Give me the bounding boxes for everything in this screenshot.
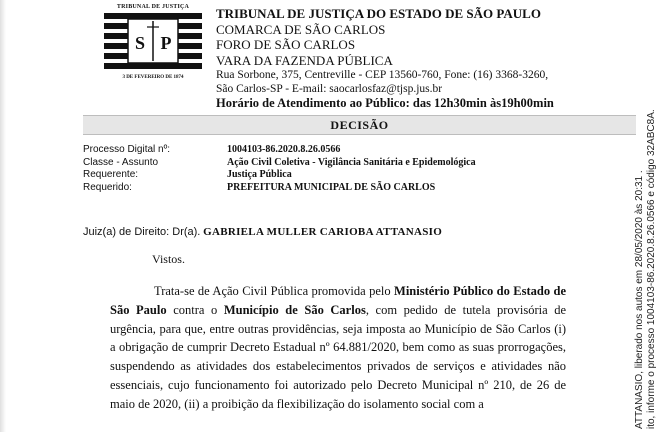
body-text-1: Trata-se de Ação Civil Pública promovida pelo: [154, 284, 391, 298]
seal-letter-left: S: [134, 33, 146, 53]
info-label: Processo Digital nº:: [83, 144, 171, 155]
court-header: [216, 6, 636, 111]
seal-emblem-icon: [104, 13, 202, 73]
page-shadow: [0, 0, 6, 432]
info-row: [83, 182, 603, 195]
foro: FORO DE SÃO CARLOS: [216, 37, 356, 52]
comarca: COMARCA DE SÃO CARLOS: [216, 21, 386, 37]
judge-label: Juiz(a) de Direito: Dr(a).: [83, 226, 201, 238]
side-stamp-text: [634, 1, 657, 429]
info-row: [83, 169, 603, 182]
seal-date: 3 DE FEVEREIRO DE 1874: [122, 75, 184, 80]
body-text-3: , com pedido de tutela provisória de urgência, para que, entre outras providências, seja imposta ao Município de São Carlos (i) a obrigação de cumprir Decreto Estadual nº 64.881/2020, bem como as suas prorrogações, suspendendo as atividades dos estabelecimentos privados de serviços e atividades não essenciais, cujo funcionamento foi autorizado pelo Decreto Municipal nº 210, de 26 de maio de 2020, (ii) a proibição da flexibilização do isolamento social com a: [110, 302, 567, 411]
info-label: Requerente:: [83, 169, 139, 180]
info-row: [83, 144, 603, 157]
address-line-1: Rua Sorbone, 375, Centreville - CEP 13560-760, Fone: (16) 3368-3260,: [216, 69, 549, 81]
office-hours: Horário de Atendimento ao Público: das 12h30min às19h00min: [216, 96, 554, 110]
decision-body: [110, 282, 566, 414]
seal-letter-right: P: [160, 33, 172, 53]
document-title: DECISÃO: [83, 115, 636, 135]
side-digital-stamp: [588, 2, 657, 430]
seal-title: TRIBUNAL DE JUSTIÇA: [116, 4, 190, 10]
vistos: Vistos.: [152, 252, 185, 266]
class-subject: Ação Civil Coletiva - Vigilância Sanitária e Epidemológica: [227, 156, 476, 168]
court-name: TRIBUNAL DE JUSTIÇA DO ESTADO DE SÃO PAULO: [216, 6, 541, 21]
court-seal: [104, 4, 202, 84]
judge-name: GABRIELA MULLER CARIOBA ATTANASIO: [203, 226, 443, 238]
body-text-2: contra o: [173, 302, 218, 317]
body-bold-2: Município de São Carlos: [223, 302, 366, 317]
side-stamp-line-1: ATTANASIO, liberado nos autos em 28/05/2020 às 20:31 .: [634, 170, 645, 429]
body-bold-1: Ministério Público do Estado de São Paulo: [110, 284, 567, 317]
process-number: 1004103-86.2020.8.26.0566: [227, 144, 341, 155]
defendant: PREFEITURA MUNICIPAL DE SÃO CARLOS: [227, 181, 436, 193]
vara: VARA DA FAZENDA PÚBLICA: [216, 52, 393, 68]
address-line-2: São Carlos-SP - E-mail: saocarlosfaz@tjsp.jus.br: [216, 83, 443, 95]
info-row: [83, 157, 603, 170]
process-info: [83, 144, 603, 194]
info-label: Requerido:: [83, 181, 132, 193]
info-label: Classe - Assunto: [83, 156, 159, 168]
judge-line: [83, 225, 442, 239]
side-stamp-line-2: ito, informe o processo 1004103-86.2020.8.26.0566 e código 32ABC8A.: [645, 109, 657, 429]
plaintiff: Justiça Pública: [227, 169, 292, 180]
